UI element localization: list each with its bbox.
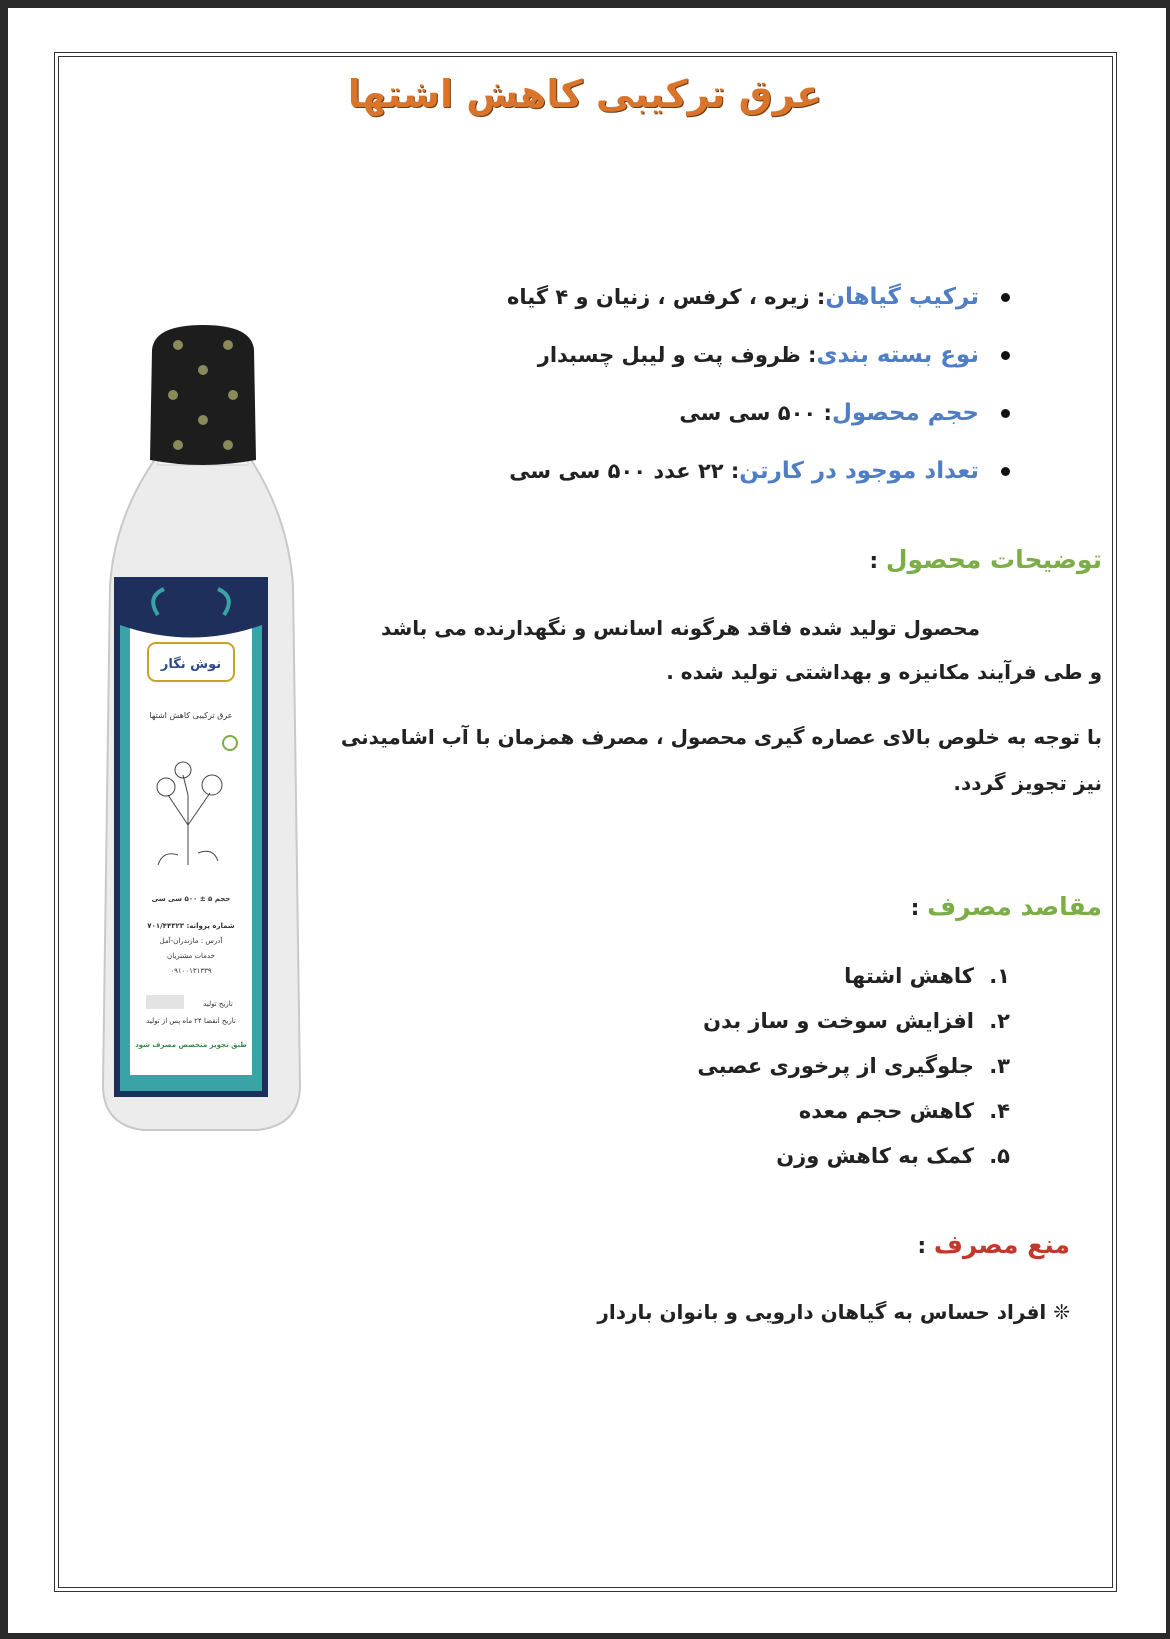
label-phone: ۰۹۱۰۰۱۳۱۳۳۹ <box>170 967 212 975</box>
list-item <box>697 953 1010 998</box>
label-brand: نوش نگار <box>160 657 222 672</box>
label-volume: حجم ۵ ± ۵۰۰ سی سی <box>151 895 231 903</box>
spec-value: : زیره ، کرفس ، زنیان و ۴ گیاه <box>507 285 826 309</box>
item-text: کاهش اشتها <box>844 963 974 988</box>
uses-list <box>697 953 1010 1178</box>
item-number: ۱. <box>989 963 1010 988</box>
spec-key: نوع بسته بندی <box>816 342 979 368</box>
spec-item <box>507 442 1010 500</box>
label-support: خدمات مشتریان <box>167 952 215 960</box>
item-text: جلوگیری از پرخوری عصبی <box>697 1053 974 1078</box>
label-address: آدرس : مازندران-آمل <box>159 937 223 945</box>
bottom-edge <box>0 1633 1170 1639</box>
heading-colon: : <box>917 1234 934 1259</box>
spec-key: ترکیب گیاهان <box>825 284 979 310</box>
bottle-cap <box>150 325 256 465</box>
right-edge <box>1166 0 1170 1639</box>
spec-list <box>507 268 1010 500</box>
spec-value: : ظروف پت و لیبل چسبدار <box>537 343 817 367</box>
label-product-name: عرق ترکیبی کاهش اشتها <box>149 711 233 720</box>
bullet-icon <box>1001 351 1010 360</box>
contra-text: ❊ افراد حساس به گیاهان دارویی و بانوان باردار <box>597 1300 1070 1324</box>
bullet-icon <box>1001 467 1010 476</box>
item-number: ۳. <box>989 1053 1010 1078</box>
label-mfg-date: تاریخ تولید <box>203 1000 233 1008</box>
contra-heading-text: منع مصرف <box>933 1230 1070 1259</box>
uses-heading-text: مقاصد مصرف <box>927 892 1102 921</box>
spec-item <box>507 326 1010 384</box>
item-number: ۴. <box>989 1098 1010 1123</box>
left-edge <box>0 0 8 1639</box>
top-edge <box>0 0 1170 8</box>
item-number: ۵. <box>989 1143 1010 1168</box>
item-text: کاهش حجم معده <box>798 1098 974 1123</box>
label-license: شماره پروانه: ۷۰۱/۴۴۳۲۳ <box>147 922 235 930</box>
spec-value: : ۵۰۰ سی سی <box>679 401 832 425</box>
uses-heading <box>911 892 1102 921</box>
list-item <box>697 1088 1010 1133</box>
description-heading-text: توضیحات محصول <box>885 545 1102 574</box>
list-item <box>697 1133 1010 1178</box>
spec-key: حجم محصول <box>831 400 979 426</box>
item-text: افزایش سوخت و ساز بدن <box>703 1008 974 1033</box>
spec-value: : ۲۲ عدد ۵۰۰ سی سی <box>509 459 740 483</box>
item-number: ۲. <box>989 1008 1010 1033</box>
spec-item <box>507 384 1010 442</box>
list-item <box>697 1043 1010 1088</box>
description-line: محصول تولید شده فاقد هرگونه اسانس و نگهدارنده می باشد <box>381 616 980 640</box>
spec-key: تعداد موجود در کارتن <box>739 458 979 484</box>
list-item <box>697 998 1010 1043</box>
contra-heading <box>917 1230 1070 1259</box>
description-line: نیز تجویز گردد. <box>953 771 1102 795</box>
heading-colon: : <box>869 549 886 574</box>
label-note: طبق تجویز متخصص مصرف شود <box>135 1041 247 1049</box>
description-heading <box>869 545 1102 574</box>
spec-item <box>507 268 1010 326</box>
description-line: و طی فرآیند مکانیزه و بهداشتی تولید شده . <box>666 660 1102 684</box>
item-text: کمک به کاهش وزن <box>776 1143 974 1168</box>
page-title: عرق ترکیبی کاهش اشتها <box>347 72 823 116</box>
bullet-icon <box>1001 293 1010 302</box>
description-line: با توجه به خلوص بالای عصاره گیری محصول ، مصرف همزمان با آب اشامیدنی <box>340 725 1102 749</box>
product-bottle-image <box>88 325 318 1180</box>
heading-colon: : <box>910 896 928 921</box>
label-expiry: تاریخ انقضا ۲۴ ماه پس از تولید <box>146 1017 236 1025</box>
bullet-icon <box>1001 409 1010 418</box>
